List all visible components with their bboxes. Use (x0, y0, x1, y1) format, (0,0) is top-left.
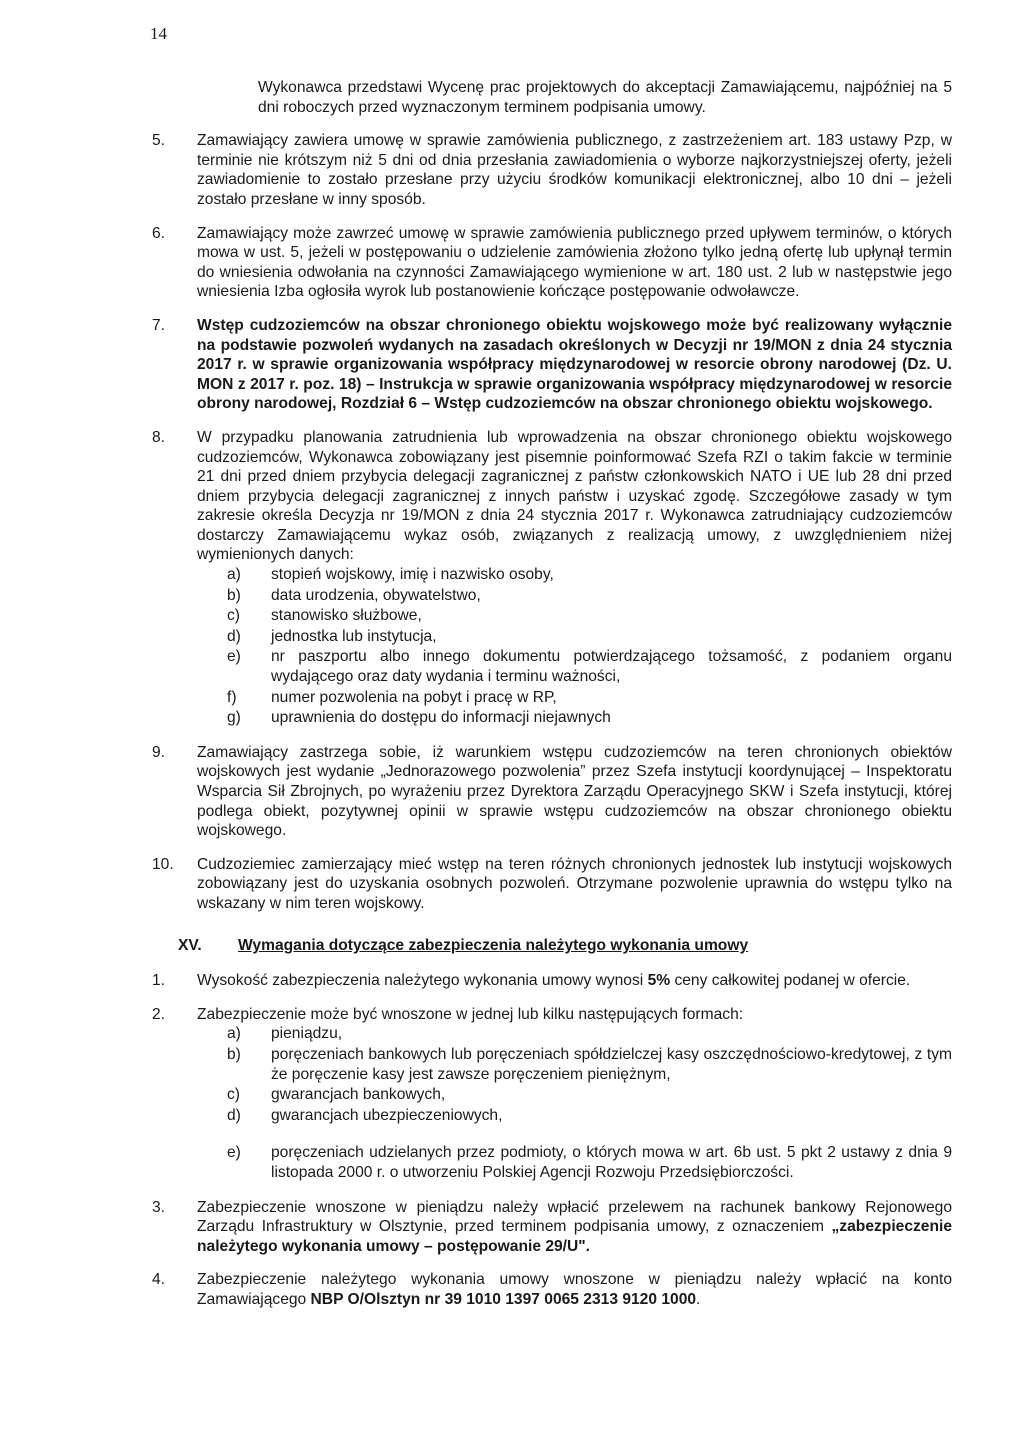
item-number: 2. (152, 1005, 166, 1023)
sub-text: jednostka lub instytucja, (271, 627, 437, 645)
section-title: Wymagania dotyczące zabezpieczenia należytego wykonania umowy (238, 936, 749, 954)
item-text-bold: Wstęp cudzoziemców na obszar chronionego obiektu wojskowego może być realizowany wyłącznie na podstawie pozwoleń wydanych na zasadach określonych w Decyzji nr 19/MON z dnia 24 stycznia 2017 r. w sprawie organizowania współpracy międzynarodowej w resorcie obrony narodowej (Dz. U. MON z 2017 r. poz. 18) – Instrukcja w sprawie organizowania współpracy międzynarodowej w resorcie obrony narodowej, Rozdział 6 – Wstęp cudzoziemców na obszar chronionego obiektu wojskowego. (197, 316, 952, 413)
item-body (197, 428, 952, 729)
sub-letter: b) (227, 586, 241, 604)
list-item-6 (152, 224, 952, 302)
list-item-8 (152, 428, 952, 729)
sub-letter: d) (227, 627, 241, 645)
item-number: 3. (152, 1198, 166, 1216)
sub-item (227, 647, 952, 686)
sub-letter: b) (227, 1045, 241, 1063)
sub-item (227, 606, 952, 626)
sub-letter: c) (227, 607, 240, 625)
sub-item (227, 627, 952, 647)
sub-text: gwarancjach ubezpieczeniowych, (271, 1106, 503, 1124)
sub-letter: c) (227, 1086, 240, 1104)
section-item-1 (152, 971, 952, 991)
item-body (197, 1005, 952, 1184)
sub-item (227, 1143, 952, 1182)
item-number: 10. (152, 855, 174, 873)
sub-letter: g) (227, 709, 241, 727)
item-text (197, 1198, 952, 1257)
bold-value: „zabezpieczenie należytego wykonania umowy – postępowanie 29/U". (197, 1218, 952, 1255)
sub-text: stanowisko służbowe, (271, 607, 422, 625)
text-part: Wysokość zabezpieczenia należytego wykonania umowy wynosi (197, 972, 648, 990)
intro-paragraph: Wykonawca przedstawi Wycenę prac projektowych do akceptacji Zamawiającemu, najpóźniej na 5 dni roboczych przed wyznaczonym terminem podpisania umowy. (258, 79, 952, 116)
sub-item (227, 565, 952, 585)
sub-item (227, 586, 952, 606)
sub-item (227, 1085, 952, 1105)
sub-item (227, 1024, 952, 1044)
section-heading (178, 936, 952, 956)
sub-text: data urodzenia, obywatelstwo, (271, 586, 481, 604)
item-number: 4. (152, 1271, 166, 1289)
sub-text: numer pozwolenia na pobyt i pracę w RP, (271, 688, 557, 706)
bold-value: NBP O/Olsztyn nr 39 1010 1397 0065 2313 9120 1000 (310, 1290, 697, 1308)
list-item-7 (152, 316, 952, 414)
item-text: Zabezpieczenie może być wnoszone w jednej lub kilku następujących formach: (197, 1005, 744, 1023)
text-part: Zabezpieczenie należytego wykonania umowy wnoszone w pieniądzu należy wpłacić na konto Zamawiającego (197, 1271, 952, 1308)
list-item-10 (152, 855, 952, 914)
item-number: 9. (152, 743, 166, 761)
document-body (152, 78, 952, 1323)
list-item-9 (152, 743, 952, 841)
sub-item (227, 708, 952, 728)
section-number: XV. (178, 936, 202, 954)
item-text (197, 1270, 952, 1309)
sub-letter: a) (227, 566, 241, 584)
sub-text: poręczeniach bankowych lub poręczeniach spółdzielczej kasy oszczędnościowo-kredytowej, z tym że poręczenie kasy jest zawsze poręczeniem pieniężnym, (271, 1045, 952, 1083)
item-text: Zamawiający może zawrzeć umowę w sprawie zamówienia publicznego przed upływem terminów, o których mowa w ust. 5, jeżeli w postępowaniu o udzielenie zamówienia złożono tylko jedną ofertę lub upłynął termin do wniesienia odwołania na czynności Zamawiającego wymienione w art. 180 ust. 2 lub w następstwie jego wniesienia Izba ogłosiła wyrok lub postanowienie kończące postępowanie odwoławcze. (197, 224, 952, 301)
sub-letter: e) (227, 648, 241, 666)
item-number: 8. (152, 428, 166, 446)
bold-value: 5% (647, 972, 671, 990)
text-part: Zabezpieczenie wnoszone w pieniądzu należy wpłacić przelewem na rachunek bankowy Rejonowego Zarządu Infrastruktury w Olsztynie, przed terminem podpisania umowy, z oznaczeniem (197, 1198, 952, 1236)
sub-text: nr paszportu albo innego dokumentu potwierdzającego tożsamość, z podaniem organu wydającego oraz daty wydania i terminu ważności, (271, 648, 952, 686)
sub-item (227, 1106, 952, 1126)
item-number: 5. (152, 132, 166, 150)
item-text: Zamawiający zastrzega sobie, iż warunkiem wstępu cudzoziemców na teren chronionych obiektów wojskowych jest wydanie „Jednorazowego pozwolenia” przez Szefa instytucji koordynującej – Inspektoratu Wsparcia Sił Zbrojnych, po wyrażeniu przez Dyrektora Zarządu Operacyjnego SKW i Szefa instytucji, której podlega obiekt, pozytywnej opinii w sprawie wstępu cudzoziemców na obszar chronionego obiektu wojskowego. (197, 743, 952, 840)
text-part: ceny całkowitej podanej w ofercie. (670, 972, 911, 990)
item-text: Cudzoziemiec zamierzający mieć wstęp na teren różnych chronionych jednostek lub instytucji wojskowych zobowiązany jest do uzyskania osobnych pozwoleń. Otrzymane pozwolenie uprawnia do wstępu tylko na wskazany w nim teren wojskowy. (197, 855, 952, 912)
sub-item (227, 1045, 952, 1084)
item-text: Zamawiający zawiera umowę w sprawie zamówienia publicznego, z zastrzeżeniem art. 183 ustawy Pzp, w terminie nie krótszym niż 5 dni od dnia przesłania zawiadomienia o wyborze najkorzystniejszej oferty, jeżeli zawiadomienie to zostało przesłane przy użyciu środków komunikacji elektronicznej, albo 10 dni – jeżeli zostało przesłane w inny sposób. (197, 132, 952, 208)
sub-text: gwarancjach bankowych, (271, 1086, 446, 1104)
sub-text: pieniądzu, (271, 1025, 343, 1043)
sub-text: stopień wojskowy, imię i nazwisko osoby, (271, 566, 554, 584)
section-item-2 (152, 1005, 952, 1184)
sub-item (227, 688, 952, 708)
text-part: . (696, 1290, 701, 1308)
section-item-4 (152, 1270, 952, 1309)
sub-letter: e) (227, 1144, 241, 1162)
sub-letter: d) (227, 1106, 241, 1124)
sub-text: uprawnienia do dostępu do informacji niejawnych (271, 709, 611, 727)
sub-letter: a) (227, 1025, 241, 1043)
page-number: 14 (150, 24, 167, 43)
item-number: 6. (152, 224, 166, 242)
item-text (197, 971, 952, 991)
item-text: W przypadku planowania zatrudnienia lub wprowadzenia na obszar chronionego obiektu wojskowego cudzoziemców, Wykonawca zobowiązany jest pisemnie poinformować Szefa RZI o takim fakcie w terminie 21 dni przed dniem przybycia delegacji zagranicznej z państw członkowskich NATO i UE lub 28 dni przed dniem przybycia delegacji zagranicznej z innych państw i uzyskać zgodę. Szczegółowe zasady w tym zakresie określa Decyzja nr 19/MON z dnia 24 stycznia 2017 r. Wykonawca zatrudniający cudzoziemców dostarczy Zamawiającemu wykaz osób, związanych z realizacją umowy, z uwzględnieniem niżej wymienionych danych: (197, 428, 952, 564)
section-item-3 (152, 1198, 952, 1257)
item-number: 1. (152, 972, 166, 990)
list-item-5 (152, 131, 952, 209)
item-number: 7. (152, 316, 166, 334)
sub-letter: f) (227, 688, 237, 706)
sub-text: poręczeniach udzielanych przez podmioty, o których mowa w art. 6b ust. 5 pkt 2 ustawy z dnia 9 listopada 2000 r. o utworzeniu Polskiej Agencji Rozwoju Przedsiębiorczości. (271, 1144, 952, 1181)
